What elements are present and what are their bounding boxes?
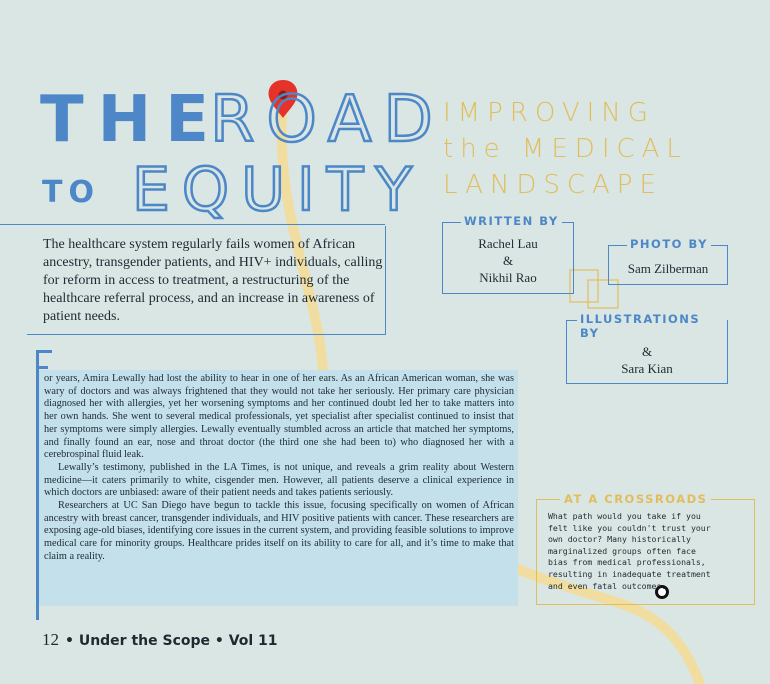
drop-cap-f-top xyxy=(36,350,52,353)
written-by-label: WRITTEN BY xyxy=(461,214,562,228)
photo-by-box xyxy=(608,237,728,285)
crossroads-text: What path would you take if you felt like you couldn't trust your own doctor? Many historically marginalized groups often face bias from medical professionals, resulting in inadequate treatment and even fatal outcomes. xyxy=(548,511,711,591)
illustrator-ampersand: & xyxy=(641,344,653,359)
photographer-name: Sam Zilberman xyxy=(627,261,709,276)
author-name: Nikhil Rao xyxy=(479,270,537,285)
crossroads-label: AT A CROSSROADS xyxy=(560,492,711,506)
page-footer xyxy=(42,630,278,650)
body-paragraph: Researchers at UC San Diego have begun to tackle this issue, focusing specifically on women of African ancestry with breast cancer, transgender individuals, and HIV positive patients with cancer. These researchers are exposing age-old biases, identifying core issues in the current system, and providing feasible solutions to improve medical care for minority groups. Healthcare prides itself on its ability to care for all, and it’s time to make that claim a reality. xyxy=(44,500,514,562)
drop-cap-f-stem xyxy=(36,350,39,620)
article-body xyxy=(44,373,514,564)
subtitle xyxy=(443,95,688,203)
body-paragraph: or years, Amira Lewally had lost the ability to hear in one of her ears. As an African American woman, she was wary of doctors and was always frightened that they would not take her seriously. Her primary care physician diagnosed her with allergies, yet her worsening symptoms and her continued doubt led her to take matters into her own hands. She went to several medical professionals, yet specialist after specialist continued to insist that her symptoms were simply allergies. Lewally eventually stumbled across an article that matched her symptoms, and finally found an ear, nose and throat doctor (the third one she had been to) who diagnosed her with a cerebrospinal fluid leak. xyxy=(44,373,514,461)
illustrator-name: Sara Kian xyxy=(621,361,673,376)
written-by-box xyxy=(442,214,574,294)
author-ampersand: & xyxy=(502,253,514,268)
subtitle-line-3: LANDSCAPE xyxy=(443,170,663,200)
body-paragraph: Lewally’s testimony, published in the LA Times, is not unique, and reveals a grim reality about Western medicine—it caters primarily to white, cisgender men. However, all patients deserve a clinical experience in which doctors are unbiased: aware of their patient needs and takes patients seriously. xyxy=(44,461,514,499)
author-name: Rachel Lau xyxy=(478,236,538,251)
intro-text: The healthcare system regularly fails women of African ancestry, transgender patients, and HIV+ individuals, calling for reform in access to treatment, a restructuring of the healthcare referral process, and an increase in awareness of patient needs. xyxy=(43,237,383,324)
title-equity: EQUITY xyxy=(132,155,425,225)
subtitle-line-2: the MEDICAL xyxy=(443,134,688,164)
illustrations-by-box xyxy=(566,312,728,384)
illustrations-by-label: ILLUSTRATIONS BY xyxy=(577,312,727,340)
drop-cap-f-mid xyxy=(36,366,48,369)
title-road: ROAD xyxy=(210,83,445,157)
intro-frame-top xyxy=(0,224,385,225)
photo-by-label: PHOTO BY xyxy=(627,237,711,251)
page-number: 12 xyxy=(42,630,59,649)
subtitle-line-1: IMPROVING xyxy=(443,98,655,128)
title-to: TO xyxy=(42,175,100,210)
publication-name: • Under the Scope • Vol 11 xyxy=(65,633,278,649)
title-the: THE xyxy=(40,83,223,157)
